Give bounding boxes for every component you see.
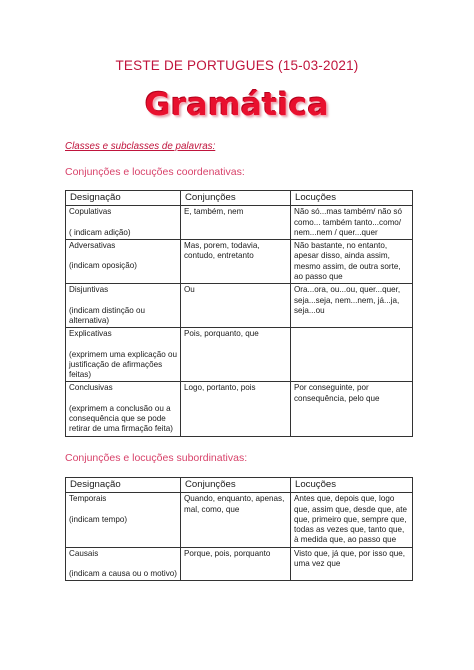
- designation-name: Explicativas: [69, 329, 112, 339]
- locutions-cell: Antes que, depois que, logo que, assim que, desde que, ate que, primeiro que, sempre que, todas as vezes que, tanto que, à medida que, ao passo que: [291, 493, 413, 547]
- table-row: [66, 547, 413, 581]
- designation-note: (indicam tempo): [69, 514, 128, 524]
- designation-cell: [66, 382, 181, 436]
- table-row: [66, 328, 413, 382]
- locutions-cell: [291, 328, 413, 382]
- conjunctions-cell: Pois, porquanto, que: [181, 328, 291, 382]
- locutions-cell: Visto que, já que, por isso que, uma vez que: [291, 547, 413, 581]
- column-header-conjuncoes: Conjunções: [181, 191, 291, 206]
- table-row: [66, 240, 413, 284]
- designation-name: Temporais: [69, 494, 107, 504]
- designation-name: Causais: [69, 548, 99, 558]
- designation-note: (exprimem uma explicação ou justificação de afirmações feitas): [69, 349, 177, 380]
- table-row: [66, 493, 413, 547]
- designation-note: (indicam distinção ou alternativa): [69, 305, 146, 325]
- column-header-designacao: Designação: [66, 191, 181, 206]
- conjunctions-cell: Ou: [181, 284, 291, 328]
- column-header-designacao: Designação: [66, 478, 181, 493]
- conjunctions-cell: E, também, nem: [181, 206, 291, 240]
- column-header-locucoes: Locuções: [291, 478, 413, 493]
- table-row: [66, 284, 413, 328]
- designation-cell: [66, 493, 181, 547]
- table-header-row: [66, 191, 413, 206]
- designation-note: ( indicam adição): [69, 227, 131, 237]
- designation-note: (indicam oposição): [69, 261, 137, 271]
- table-row: [66, 382, 413, 436]
- conjunctions-cell: Logo, portanto, pois: [181, 382, 291, 436]
- locutions-cell: Ora...ora, ou...ou, quer...quer, seja...seja, nem...nem, já...ja, seja...ou: [291, 284, 413, 328]
- designation-name: Conclusivas: [69, 383, 113, 393]
- column-header-conjuncoes: Conjunções: [181, 478, 291, 493]
- designation-cell: [66, 328, 181, 382]
- designation-note: (exprimem a conclusão ou a consequência que se pode retirar de uma firmação feita): [69, 403, 173, 434]
- coordinativas-heading: Conjunções e locuções coordenativas:: [65, 166, 245, 178]
- designation-name: Copulativas: [69, 207, 112, 217]
- locutions-cell: Não só...mas também/ não só como... também tanto...como/ nem...nem / quer...quer: [291, 206, 413, 240]
- column-header-locucoes: Locuções: [291, 191, 413, 206]
- designation-name: Adversativas: [69, 241, 116, 251]
- designation-name: Disjuntivas: [69, 285, 109, 295]
- conjunctions-cell: Mas, porem, todavia, contudo, entretanto: [181, 240, 291, 284]
- designation-cell: [66, 547, 181, 581]
- conjunctions-cell: Porque, pois, porquanto: [181, 547, 291, 581]
- wordart-heading: Gramática: [144, 87, 330, 123]
- document-title: TESTE DE PORTUGUES (15-03-2021): [115, 58, 359, 73]
- locutions-cell: Não bastante, no entanto, apesar disso, ainda assim, mesmo assim, de outra sorte, ao passo que: [291, 240, 413, 284]
- section-label: Classes e subclasses de palavras:: [65, 141, 216, 152]
- coordinativas-table: [65, 190, 413, 437]
- subordinativas-table: [65, 477, 413, 581]
- designation-note: (indicam a causa ou o motivo): [69, 569, 177, 579]
- designation-cell: [66, 240, 181, 284]
- table-row: [66, 206, 413, 240]
- designation-cell: [66, 284, 181, 328]
- subordinativas-heading: Conjunções e locuções subordinativas:: [65, 452, 248, 464]
- conjunctions-cell: Quando, enquanto, apenas, mal, como, que: [181, 493, 291, 547]
- locutions-cell: Por conseguinte, por consequência, pelo que: [291, 382, 413, 436]
- table-header-row: [66, 478, 413, 493]
- designation-cell: [66, 206, 181, 240]
